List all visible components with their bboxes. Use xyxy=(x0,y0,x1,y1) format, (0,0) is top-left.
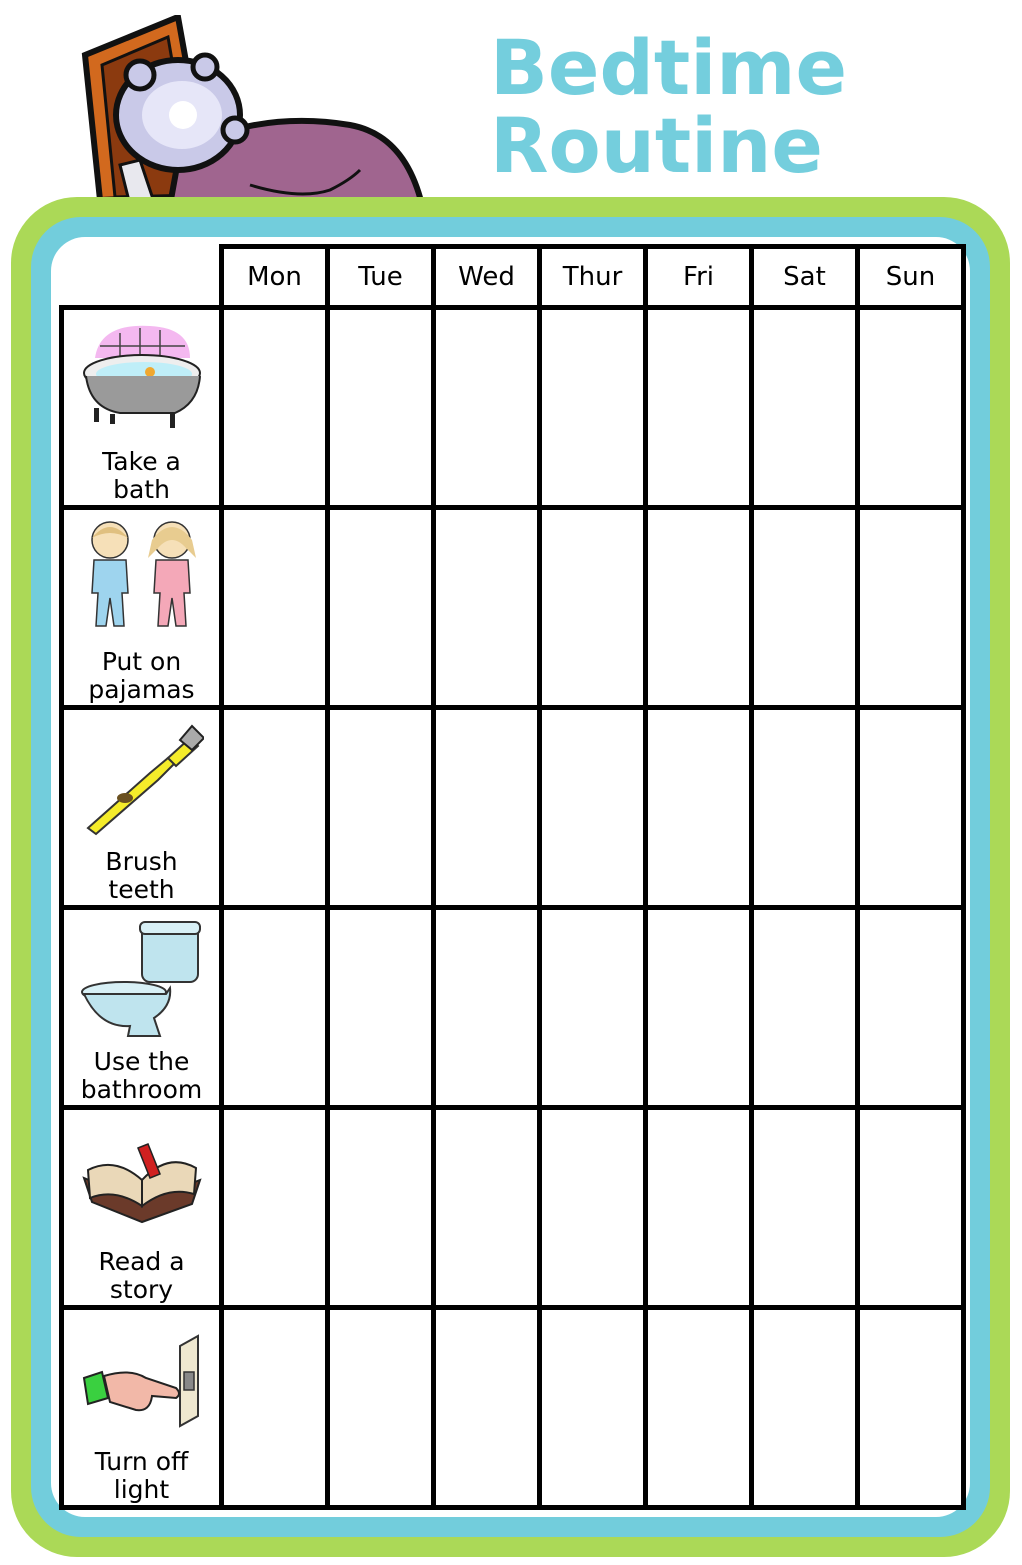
checkbox-cell-story-fri[interactable] xyxy=(643,1105,754,1310)
checkbox-cell-bathroom-sat[interactable] xyxy=(749,905,860,1110)
checkbox-cell-teeth-mon[interactable] xyxy=(219,705,330,910)
task-label-line1: Turn off xyxy=(94,1447,189,1476)
kids-in-pajamas-icon xyxy=(80,518,204,642)
checkbox-cell-light-fri[interactable] xyxy=(643,1305,754,1510)
checkbox-cell-pajamas-fri[interactable] xyxy=(643,505,754,710)
task-label-line2: light xyxy=(113,1475,170,1504)
checkbox-cell-light-sun[interactable] xyxy=(855,1305,966,1510)
checkbox-cell-teeth-fri[interactable] xyxy=(643,705,754,910)
checkbox-cell-bathroom-fri[interactable] xyxy=(643,905,754,1110)
checkbox-cell-pajamas-thur[interactable] xyxy=(537,505,648,710)
task-label-line1: Take a xyxy=(102,447,181,476)
checkbox-cell-light-thur[interactable] xyxy=(537,1305,648,1510)
day-header-mon: Mon xyxy=(219,244,330,310)
day-header-wed: Wed xyxy=(431,244,542,310)
checkbox-cell-bath-fri[interactable] xyxy=(643,305,754,510)
checkbox-cell-bath-mon[interactable] xyxy=(219,305,330,510)
checkbox-cell-teeth-tue[interactable] xyxy=(325,705,436,910)
checkbox-cell-bathroom-wed[interactable] xyxy=(431,905,542,1110)
toothbrush-icon xyxy=(80,718,204,842)
task-row-label xyxy=(59,905,224,1110)
checkbox-cell-pajamas-wed[interactable] xyxy=(431,505,542,710)
checkbox-cell-pajamas-sat[interactable] xyxy=(749,505,860,710)
task-label-line2: pajamas xyxy=(88,675,195,704)
task-label-line2: bathroom xyxy=(80,1075,203,1104)
task-label-line1: Use the xyxy=(93,1047,190,1076)
checkbox-cell-story-wed[interactable] xyxy=(431,1105,542,1310)
day-header-sat: Sat xyxy=(749,244,860,310)
day-header-tue: Tue xyxy=(325,244,436,310)
checkbox-cell-story-thur[interactable] xyxy=(537,1105,648,1310)
checkbox-cell-teeth-thur[interactable] xyxy=(537,705,648,910)
task-label-line1: Put on xyxy=(101,647,182,676)
checkbox-cell-light-mon[interactable] xyxy=(219,1305,330,1510)
open-book-icon xyxy=(80,1118,204,1242)
task-label-line2: story xyxy=(109,1275,174,1304)
checkbox-cell-bathroom-tue[interactable] xyxy=(325,905,436,1110)
checkbox-cell-teeth-sat[interactable] xyxy=(749,705,860,910)
title-line-1: Bedtime xyxy=(490,23,847,112)
checkbox-cell-bathroom-thur[interactable] xyxy=(537,905,648,1110)
checkbox-cell-teeth-sun[interactable] xyxy=(855,705,966,910)
task-row-label xyxy=(59,505,224,710)
checkbox-cell-story-mon[interactable] xyxy=(219,1105,330,1310)
task-label-line2: teeth xyxy=(108,875,175,904)
checkbox-cell-bath-wed[interactable] xyxy=(431,305,542,510)
checkbox-cell-bath-sat[interactable] xyxy=(749,305,860,510)
checkbox-cell-light-tue[interactable] xyxy=(325,1305,436,1510)
checkbox-cell-story-sun[interactable] xyxy=(855,1105,966,1310)
task-row-label xyxy=(59,305,224,510)
checkbox-cell-bathroom-sun[interactable] xyxy=(855,905,966,1110)
title-line-2: Routine xyxy=(490,101,823,190)
page-title xyxy=(490,23,847,190)
checkbox-cell-light-wed[interactable] xyxy=(431,1305,542,1510)
checkbox-cell-bathroom-mon[interactable] xyxy=(219,905,330,1110)
task-label-line1: Brush xyxy=(105,847,178,876)
checkbox-cell-pajamas-sun[interactable] xyxy=(855,505,966,710)
light-switch-icon xyxy=(80,1318,204,1442)
day-header-thur: Thur xyxy=(537,244,648,310)
checkbox-cell-bath-thur[interactable] xyxy=(537,305,648,510)
bathtub-icon xyxy=(80,318,204,442)
sleeping-person-in-bed-icon xyxy=(60,15,460,205)
checkbox-cell-story-tue[interactable] xyxy=(325,1105,436,1310)
checkbox-cell-pajamas-tue[interactable] xyxy=(325,505,436,710)
task-row-label xyxy=(59,1305,224,1510)
checkbox-cell-story-sat[interactable] xyxy=(749,1105,860,1310)
task-label-line2: bath xyxy=(113,475,170,504)
task-label-line1: Read a xyxy=(98,1247,185,1276)
task-row-label xyxy=(59,1105,224,1310)
checkbox-cell-bath-sun[interactable] xyxy=(855,305,966,510)
checkbox-cell-pajamas-mon[interactable] xyxy=(219,505,330,710)
day-header-sun: Sun xyxy=(855,244,966,310)
task-row-label xyxy=(59,705,224,910)
checkbox-cell-bath-tue[interactable] xyxy=(325,305,436,510)
checkbox-cell-light-sat[interactable] xyxy=(749,1305,860,1510)
day-header-fri: Fri xyxy=(643,244,754,310)
checkbox-cell-teeth-wed[interactable] xyxy=(431,705,542,910)
toilet-icon xyxy=(80,918,204,1042)
